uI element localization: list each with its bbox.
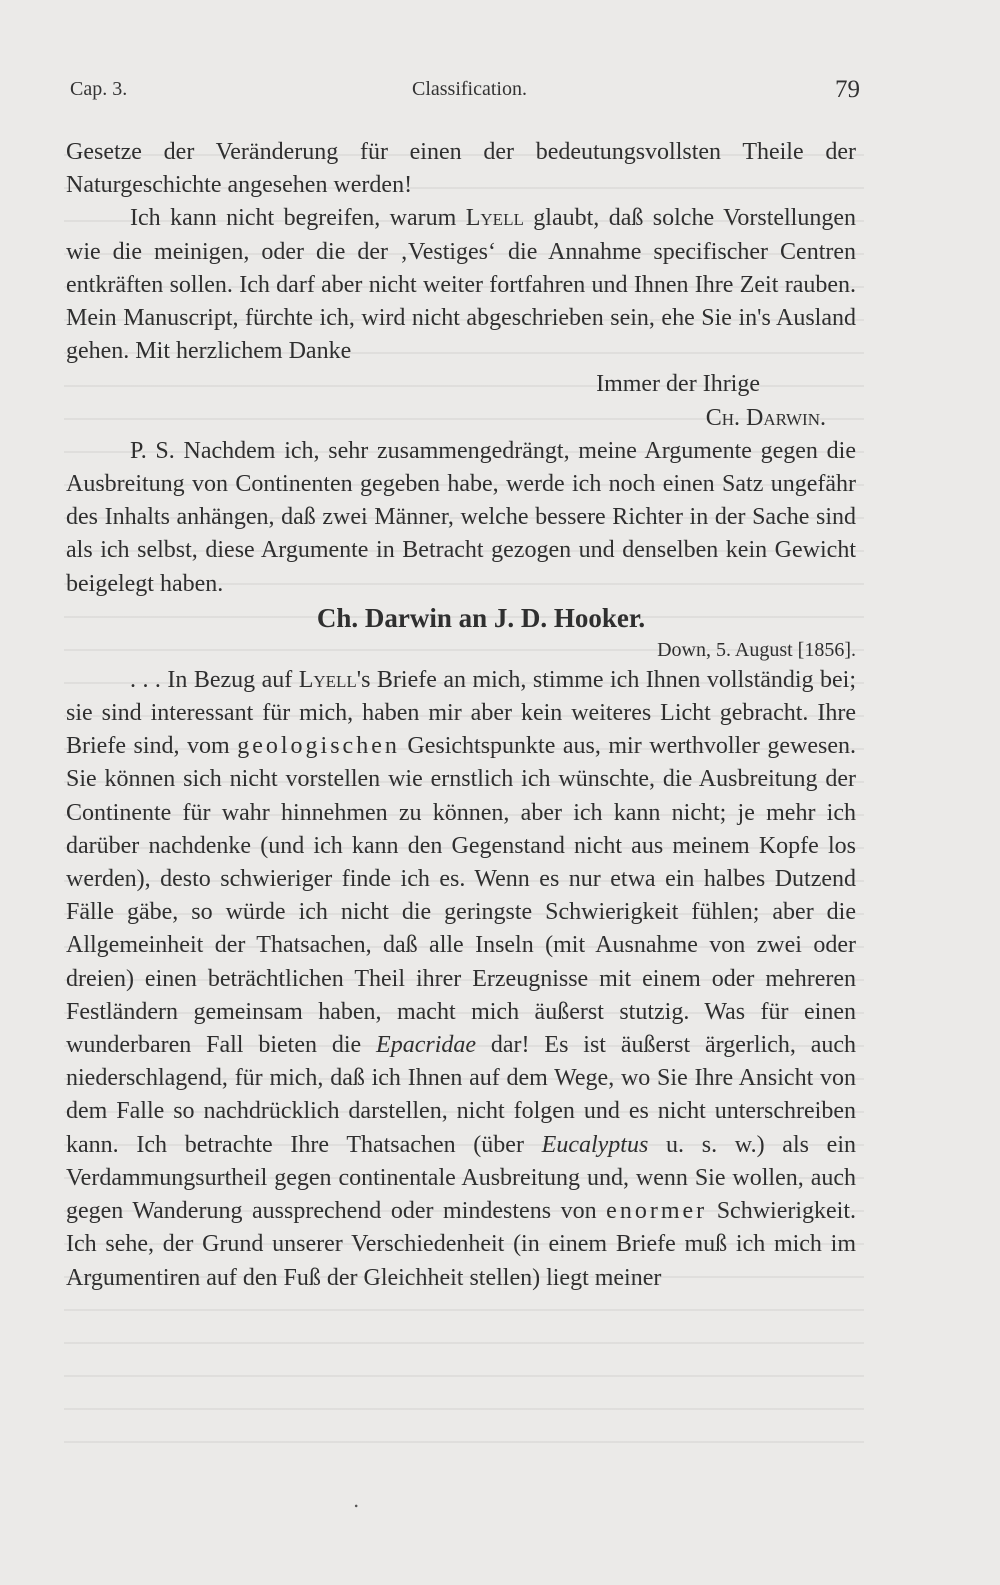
page-number: 79 xyxy=(835,76,860,103)
body-text xyxy=(66,136,856,1295)
italic-term: Eucalyptus xyxy=(541,1131,649,1158)
signature: Ch. Darwin. xyxy=(705,404,826,431)
text-run: glaubt, daß solche Vorstellungen wie die meinigen, oder die der ‚Vestiges‘ die Annahme specifischer Centren entkräften sollen. Ich darf aber nicht weiter fortfahren und Ihnen Ihre Zeit rauben. Mein Manuscript, fürchte ich, wird nicht abgeschrieben sein, ehe Sie in's Ausland gehen. Mit herzlichem Danke xyxy=(66,205,856,365)
letter-heading: Ch. Darwin an J. D. Hooker. xyxy=(316,602,646,633)
letter-body xyxy=(66,664,856,1295)
footer-mark: . xyxy=(353,1488,360,1512)
paragraph-lyell xyxy=(66,202,856,368)
section-title: Classification. xyxy=(412,78,527,100)
chapter-label: Cap. 3. xyxy=(70,78,128,100)
spaced-emphasis: geologischen xyxy=(237,733,400,760)
text-run: dar! Es ist äußerst ärgerlich, auch niederschlagend, für mich, daß ich Ihnen auf dem Wege, wo Sie Ihre Ansicht von dem Falle so nachdrücklich darstellen, nicht folgen und es nicht unterschreiben kann. Ich betrachte Ihre Thatsachen (über xyxy=(66,1032,856,1158)
spaced-emphasis: enormer xyxy=(606,1198,708,1225)
name-small-caps: Lyell xyxy=(465,205,524,232)
letter-dateline: Down, 5. August [1856]. xyxy=(657,638,856,661)
closing-line: Immer der Ihrige xyxy=(596,371,760,398)
postscript: P. S. Nachdem ich, sehr zusammengedrängt, meine Argumente gegen die Ausbreitung von Continenten gegeben habe, werde ich noch einen Satz ungefähr des Inhalts anhängen, daß zwei Männer, welche bessere Richter in der Sache sind als ich selbst, diese Argumente in Betracht gezogen und denselben kein Gewicht beigelegt haben. xyxy=(66,437,856,597)
running-head xyxy=(70,76,860,110)
text-run: Gesichtspunkte aus, mir werthvoller gewesen. Sie können sich nicht vorstellen wie ernstlich ich wünschte, die Ausbreitung der Continente für wahr hinnehmen zu können, aber ich kann nicht; je mehr ich darüber nachdenke (und ich kann den Gegenstand nicht aus meinem Kopfe los werden), desto schwieriger finde ich es. Wenn es nur etwa ein halbes Dutzend Fälle gäbe, so würde ich nicht die geringste Schwierigkeit fühlen; aber die Allgemeinheit der Thatsachen, daß alle Inseln (mit Ausnahme von zwei oder dreien) einen beträchtlichen Theil ihrer Erzeugnisse mit einem oder mehreren Festländern gemeinsam haben, macht mich äußerst stutzig. Was für einen wunderbaren Fall bieten die xyxy=(66,733,857,1059)
text-run: Schwierigkeit. Ich sehe, der Grund unserer Verschiedenheit (in einem Briefe muß ich mich im Argumentiren auf den Fuß der Gleichheit stellen) liegt meiner xyxy=(66,1198,856,1291)
text-run: . . . In Bezug auf xyxy=(130,666,299,693)
text-run: 's Briefe an mich, stimme ich Ihnen vollständig bei; sie sind interessant für mich, haben mir aber kein weiteres Licht gebracht. Ihre Briefe sind, vom xyxy=(66,666,856,760)
text-run: u. s. w.) als ein Verdammungsurtheil gegen continentale Ausbreitung und, wenn Sie wollen, auch gegen Wanderung aussprechend oder mindestens von xyxy=(66,1131,856,1225)
paragraph-continued: Gesetze der Veränderung für einen der bedeutungsvollsten Theile der Naturgeschichte angesehen werden! xyxy=(66,139,856,199)
text-run: Ich kann nicht begreifen, warum xyxy=(130,205,466,232)
name-small-caps: Lyell xyxy=(298,666,357,693)
italic-term: Epacridae xyxy=(376,1032,477,1059)
